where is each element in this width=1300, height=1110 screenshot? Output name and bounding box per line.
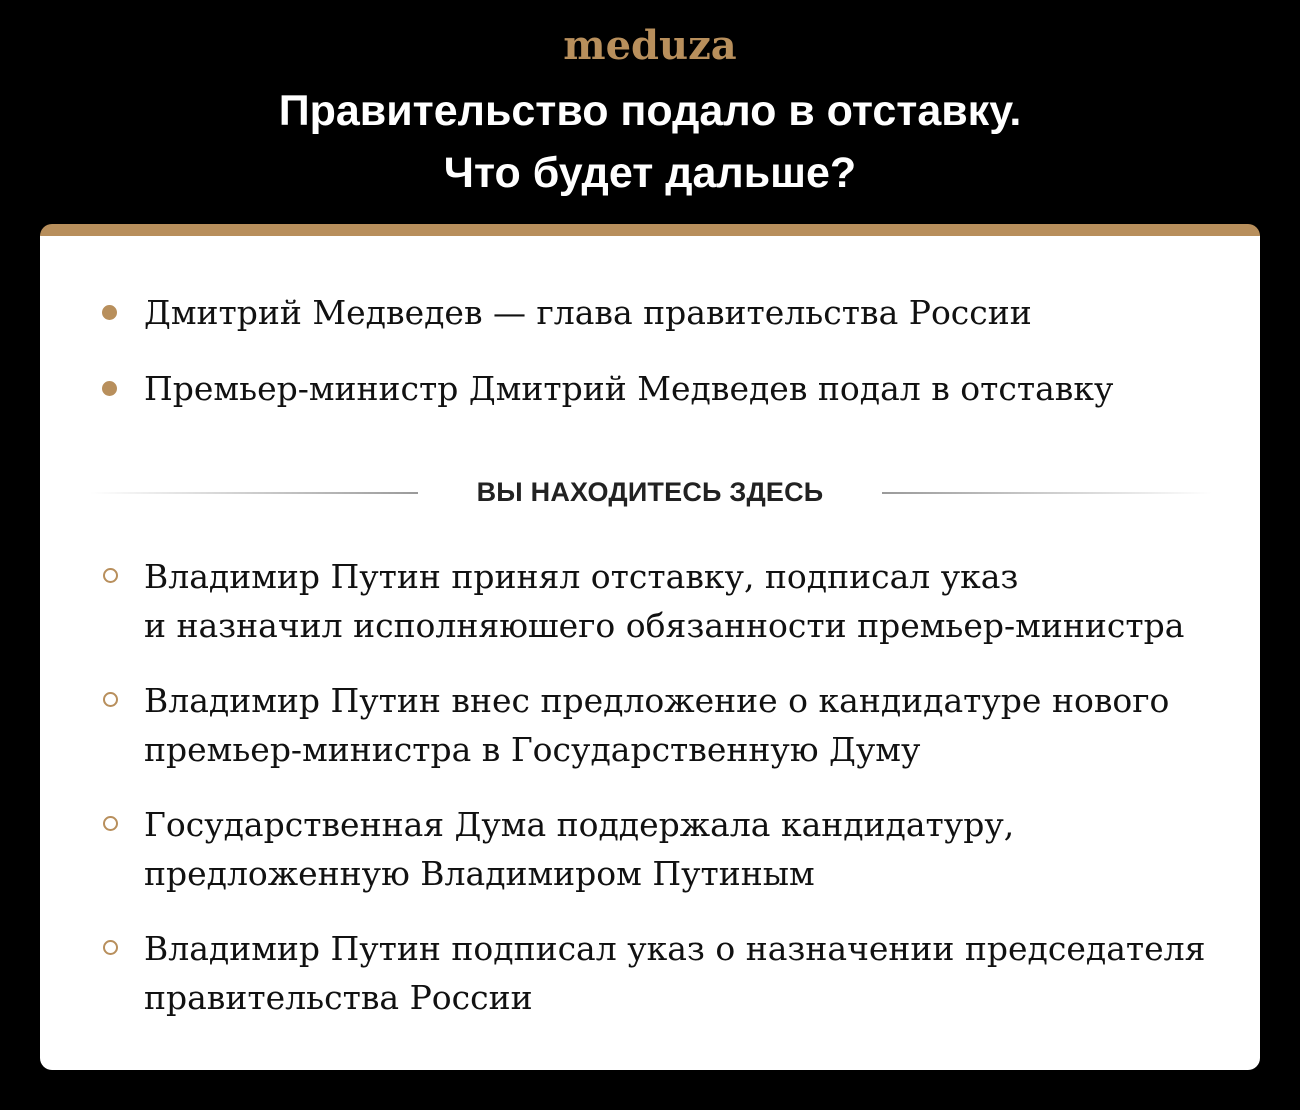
upcoming-step-line: предложенную Владимиром Путиным — [144, 854, 815, 893]
page-title-line-1: Правительство подало в отставку. — [278, 87, 1022, 135]
hollow-bullet-icon — [103, 940, 118, 955]
upcoming-step — [144, 800, 1014, 898]
divider-line-left — [90, 492, 418, 494]
you-are-here-label: ВЫ НАХОДИТЕСЬ ЗДЕСЬ — [476, 477, 824, 507]
upcoming-step-line: премьер-министра в Государственную Думу — [144, 730, 921, 769]
upcoming-step — [144, 676, 1169, 774]
hollow-bullet-icon — [103, 692, 118, 707]
hollow-bullet-icon — [103, 816, 118, 831]
upcoming-step-line: Владимир Путин принял отставку, подписал указ — [144, 557, 1019, 596]
upcoming-step-line: и назначил исполняюшего обязанности премьер-министра — [144, 606, 1185, 645]
meduza-logo: meduza — [563, 22, 737, 69]
upcoming-step-line: Государственная Дума поддержала кандидатуру, — [144, 805, 1015, 844]
timeline-card — [40, 224, 1260, 1070]
upcoming-step-line: Владимир Путин подписал указ о назначении председателя — [144, 929, 1206, 968]
completed-step: Дмитрий Медведев — глава правительства России — [144, 293, 1032, 332]
filled-bullet-icon — [102, 381, 117, 396]
upcoming-step-line: Владимир Путин внес предложение о кандидатуре нового — [144, 681, 1170, 720]
upcoming-step-line: правительства России — [144, 978, 533, 1017]
page-title-line-2: Что будет дальше? — [443, 149, 857, 197]
page-title — [0, 80, 1300, 204]
upcoming-step — [144, 924, 1205, 1022]
filled-bullet-icon — [102, 305, 117, 320]
hollow-bullet-icon — [103, 568, 118, 583]
completed-step: Премьер-министр Дмитрий Медведев подал в отставку — [144, 369, 1114, 408]
upcoming-step — [144, 552, 1184, 650]
divider-line-right — [882, 492, 1212, 494]
